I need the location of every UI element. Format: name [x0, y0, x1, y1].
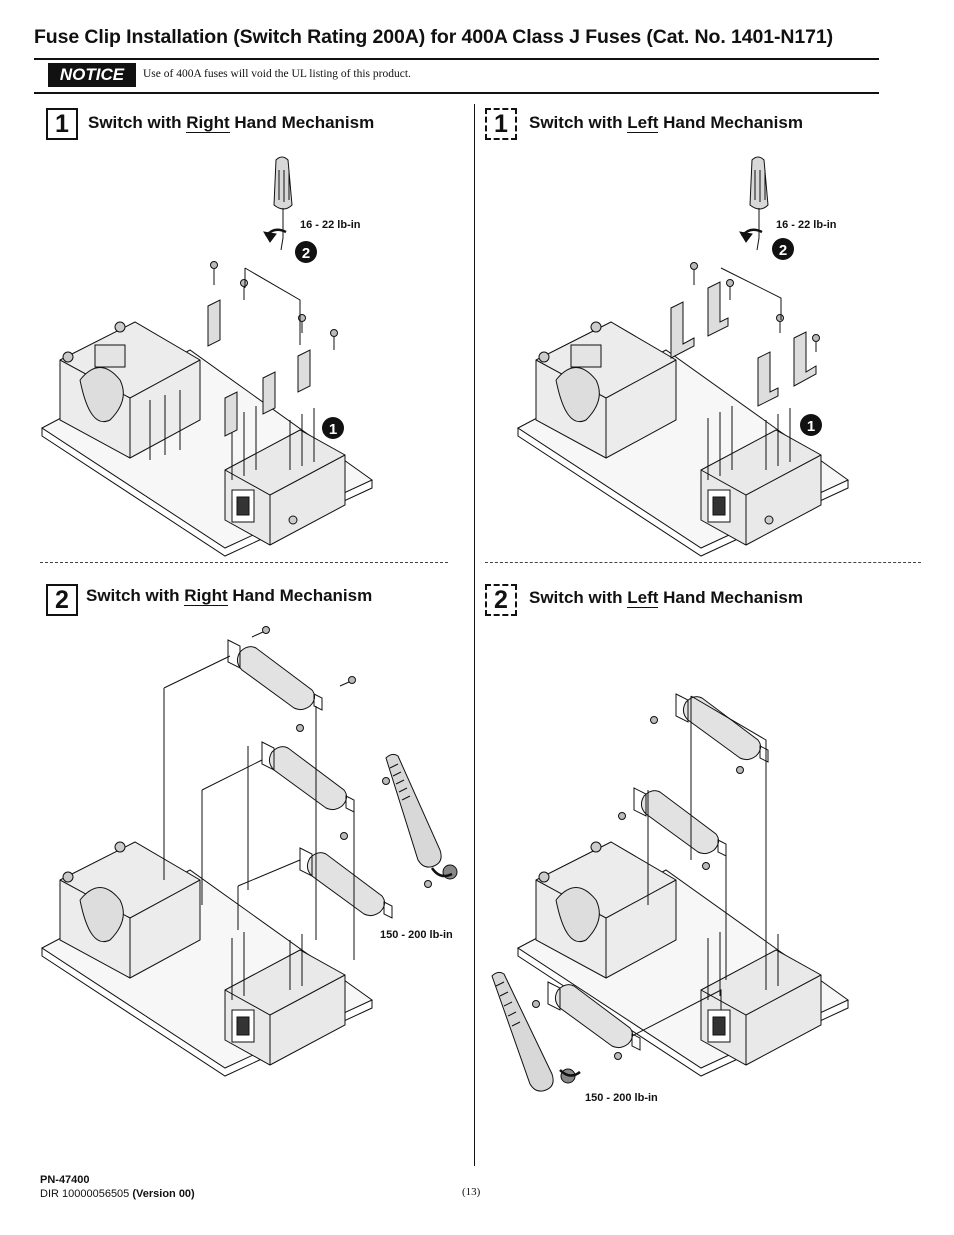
page-title: Fuse Clip Installation (Switch Rating 200A) for 400A Class J Fuses (Cat. No. 1401-N171) — [34, 26, 833, 48]
panel-heading: Switch with Right Hand Mechanism — [86, 586, 373, 605]
panel-heading: Switch with Right Hand Mechanism — [88, 113, 375, 132]
panel-heading: Switch with Left Hand Mechanism — [529, 113, 803, 132]
torque-label: 16 - 22 lb-in — [300, 219, 361, 231]
step-number-box: 2 — [46, 584, 78, 616]
callout-label: 2 — [778, 242, 788, 259]
torque-label: 150 - 200 lb-in — [585, 1092, 658, 1104]
torque-label: 150 - 200 lb-in — [380, 929, 453, 941]
callout-label: 2 — [301, 245, 311, 262]
panel-heading: Switch with Left Hand Mechanism — [529, 588, 803, 607]
switch-illustration-left-fuses — [476, 0, 954, 1235]
callout-label: 1 — [806, 418, 816, 435]
part-number: PN-47400 — [40, 1174, 90, 1186]
notice-text: Use of 400A fuses will void the UL listing of this product. — [143, 68, 411, 80]
torque-label: 16 - 22 lb-in — [776, 219, 837, 231]
page-number: (13) — [462, 1186, 481, 1198]
notice-badge: NOTICE — [48, 63, 136, 87]
callout-label: 1 — [328, 421, 338, 438]
step-number-box: 1 — [46, 108, 78, 140]
document-id: DIR 10000056505 (Version 00) — [40, 1188, 195, 1200]
step-number-box: 1 — [485, 108, 517, 140]
step-number-box: 2 — [485, 584, 517, 616]
